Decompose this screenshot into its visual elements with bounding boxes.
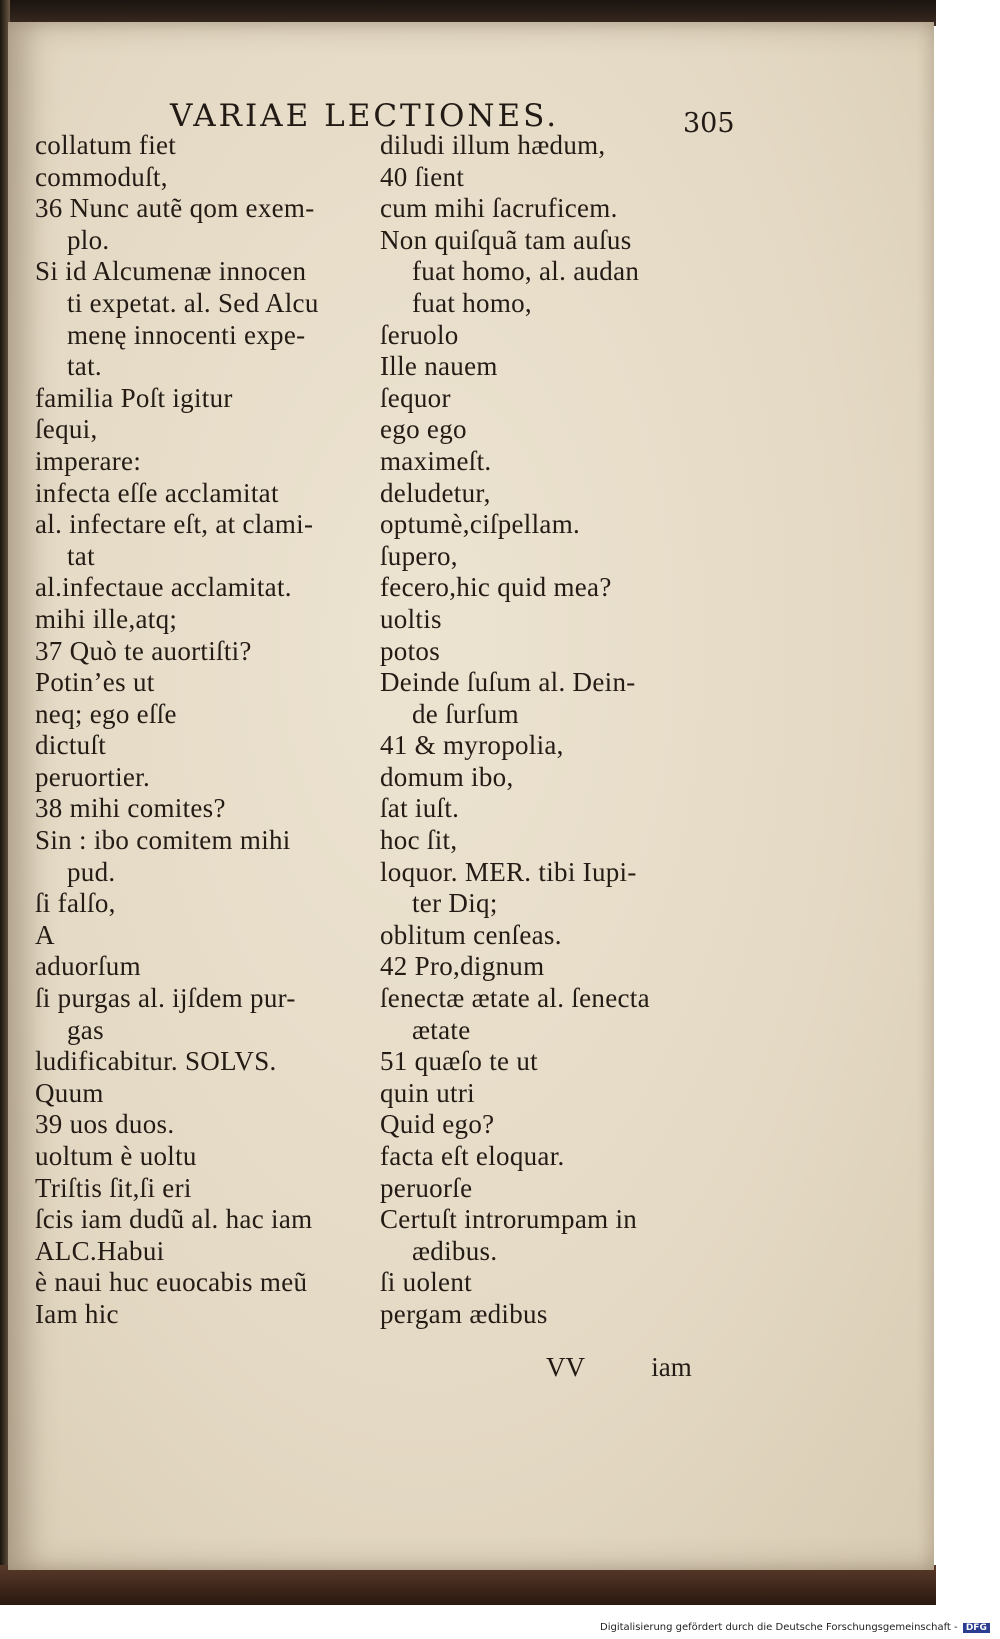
text-line: Potin’es ut [35, 667, 155, 698]
text-line: ſequi, [35, 414, 98, 445]
text-line: 51 quæſo te ut [380, 1046, 538, 1077]
text-line: menę innocenti expe- [67, 319, 306, 350]
text-line: imperare: [35, 445, 142, 476]
text-line: al.infectaue acclamitat. [35, 572, 292, 603]
text-line: 37 Quò te auortiſti? [35, 635, 252, 666]
text-line: familia Poſt igitur [35, 382, 233, 413]
text-line: Triſtis ſit,ſi eri [35, 1172, 192, 1203]
text-line: 36 Nunc autẽ qom exem- [35, 193, 315, 224]
text-line: 42 Pro,dignum [380, 951, 545, 982]
text-line: peruorſe [380, 1172, 473, 1203]
text-line: commoduſt, [35, 161, 168, 192]
digitization-credit [600, 1622, 990, 1633]
text-line: tat [67, 540, 95, 571]
text-line: 38 mihi comites? [35, 793, 226, 824]
text-line: ſcis iam dudũ al. hac iam [35, 1204, 313, 1235]
text-line: fuat homo, al. audan [412, 256, 640, 287]
text-line: 41 & myropolia, [380, 730, 564, 761]
text-line: oblitum cenſeas. [380, 919, 562, 950]
text-line: ſi uolent [380, 1267, 472, 1298]
running-head: VARIAE LECTIONES. [170, 98, 560, 134]
text-line: maximeſt. [380, 445, 492, 476]
text-line: infecta eſſe acclamitat [35, 477, 279, 508]
left-column [35, 130, 375, 1331]
text-line: hoc ſit, [380, 825, 458, 856]
text-line: Quid ego? [380, 1109, 495, 1140]
text-line: Iam hic [35, 1298, 119, 1329]
text-line: ſi falſo, [35, 888, 116, 919]
right-column [380, 130, 720, 1331]
text-line: 40 ſient [380, 161, 465, 192]
text-line: ſequor [380, 382, 451, 413]
text-line: Certuſt introrumpam in [380, 1204, 638, 1235]
text-line: gas [67, 1014, 104, 1045]
text-line: quin utri [380, 1077, 475, 1108]
text-line: collatum fiet [35, 130, 177, 160]
text-line: fecero,hic quid mea? [380, 572, 612, 603]
text-line: ſenectæ ætate al. ſenecta [380, 983, 650, 1014]
text-line: mihi ille,atq; [35, 603, 178, 634]
text-line: facta eſt eloquar. [380, 1141, 565, 1171]
text-line: plo. [67, 224, 110, 255]
text-line: ſeruolo [380, 319, 459, 350]
text-line: pud. [67, 856, 116, 887]
text-line: Ille nauem [380, 351, 498, 382]
text-line: ti expetat. al. Sed Alcu [67, 287, 319, 318]
text-line: diludi illum hædum, [380, 130, 606, 160]
text-line: fuat homo, [412, 287, 532, 318]
text-line: domum ibo, [380, 761, 514, 792]
text-line: uoltum è uoltu [35, 1141, 197, 1171]
text-line: optumè,ciſpellam. [380, 509, 581, 540]
catchword: VV iam [546, 1352, 692, 1382]
text-line: al. infectare eſt, at clami- [35, 509, 314, 540]
text-line: pergam ædibus [380, 1298, 548, 1329]
text-line: Sin : ibo comitem mihi [35, 825, 291, 856]
text-line: neq; ego eſſe [35, 698, 177, 729]
page-number: 305 [683, 108, 735, 139]
text-line: dictuſt [35, 730, 107, 761]
text-line: ter Diq; [412, 888, 498, 919]
text-line: Quum [35, 1077, 104, 1108]
text-line: ego ego [380, 414, 467, 445]
dfg-logo: DFG [963, 1623, 990, 1633]
text-line: A [35, 919, 55, 950]
text-line: ſat iuſt. [380, 793, 460, 824]
credit-text: Digitalisierung gefördert durch die Deutsche Forschungsgemeinschaft - [600, 1622, 958, 1633]
book-edge-bottom [0, 1565, 936, 1605]
text-line: ſupero, [380, 540, 458, 571]
text-line: Deinde ſuſum al. Dein- [380, 667, 636, 698]
text-line: peruortier. [35, 761, 151, 792]
text-line: cum mihi ſacruficem. [380, 193, 618, 224]
text-line: Si id Alcumenæ innocen [35, 256, 307, 287]
text-line: ſi purgas al. ijſdem pur- [35, 983, 296, 1014]
text-line: potos [380, 635, 441, 666]
text-line: deludetur, [380, 477, 491, 508]
text-line: ædibus. [412, 1235, 498, 1266]
text-line: uoltis [380, 603, 442, 634]
text-line: è naui huc euocabis meũ [35, 1267, 308, 1298]
text-line: 39 uos duos. [35, 1109, 175, 1140]
text-line: ludificabitur. SOLVS. [35, 1046, 277, 1077]
text-line: ALC.Habui [35, 1235, 165, 1266]
text-line: aduorſum [35, 951, 141, 982]
text-line: loquor. MER. tibi Iupi- [380, 856, 637, 887]
text-line: de ſurſum [412, 698, 519, 729]
text-line: Non quiſquã tam auſus [380, 224, 632, 255]
text-line: tat. [67, 351, 102, 382]
text-line: ætate [412, 1014, 471, 1045]
